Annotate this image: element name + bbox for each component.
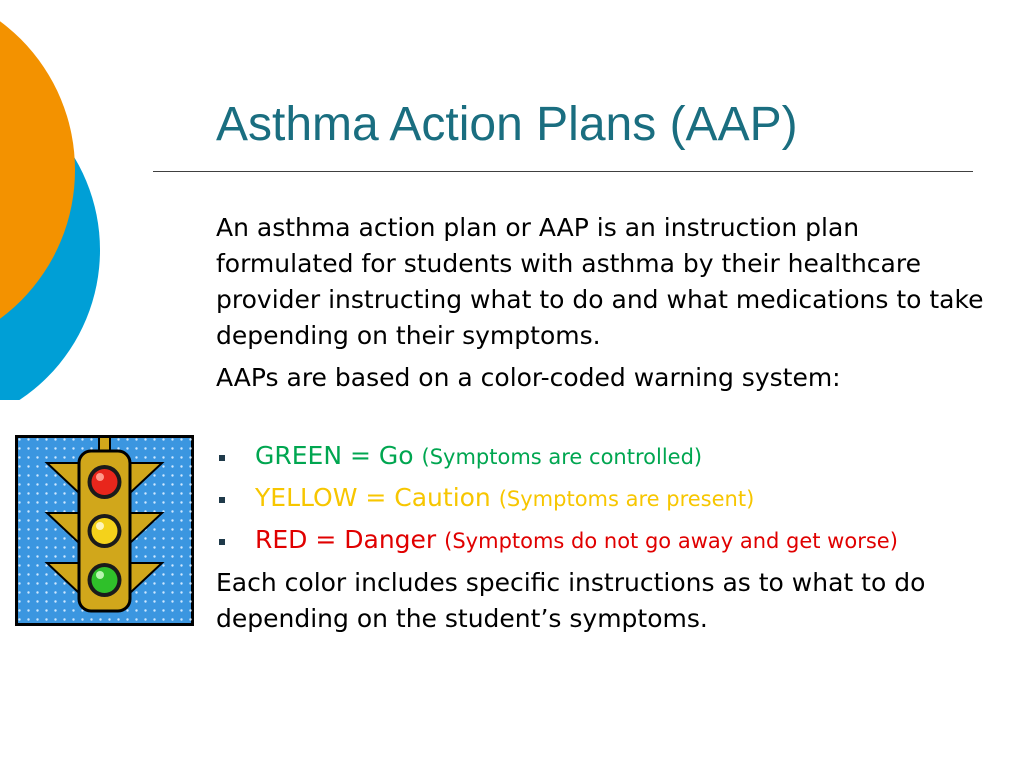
page-title: Asthma Action Plans (AAP) xyxy=(216,98,798,151)
traffic-light-icon xyxy=(15,435,194,626)
slide-body xyxy=(216,210,996,643)
bullet-square-icon xyxy=(219,497,225,503)
closing-paragraph: Each color includes specific instructions as to what to do depending on the student’s symptoms. xyxy=(216,568,926,633)
bullet-square-icon xyxy=(219,539,225,545)
red-detail: (Symptoms do not go away and get worse) xyxy=(444,529,898,553)
title-divider xyxy=(153,171,973,172)
green-detail: (Symptoms are controlled) xyxy=(421,445,703,469)
intro-paragraph: An asthma action plan or AAP is an instruction plan formulated for students with asthma by their healthcare provider instructing what to do and what medications to take depending on their symptoms. xyxy=(216,213,984,350)
bullet-square-icon xyxy=(219,455,225,461)
red-label: RED = Danger xyxy=(255,525,437,554)
yellow-label: YELLOW = Caution xyxy=(255,483,491,512)
color-code-list xyxy=(216,438,996,559)
system-paragraph: AAPs are based on a color-coded warning system: xyxy=(216,363,841,392)
list-item-green xyxy=(216,438,996,475)
list-item-yellow xyxy=(216,480,996,517)
decorative-circles xyxy=(0,0,110,400)
yellow-detail: (Symptoms are present) xyxy=(498,487,755,511)
green-label: GREEN = Go xyxy=(255,441,414,470)
list-item-red xyxy=(216,522,996,559)
